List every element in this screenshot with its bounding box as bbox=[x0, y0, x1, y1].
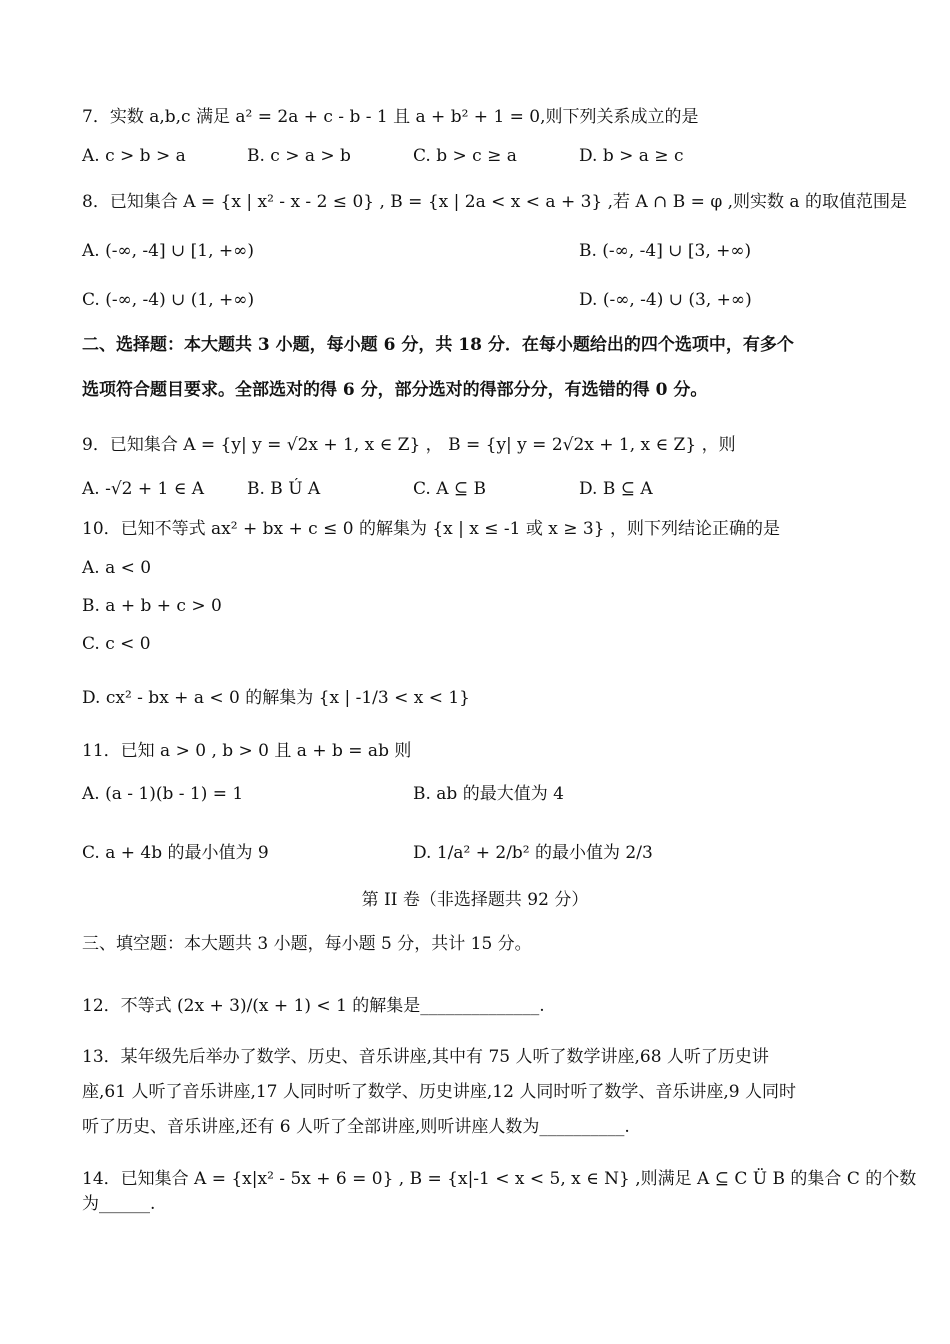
q9-stem: 9．已知集合 A = {y| y = √2x + 1, x ∈ Z} ， B = {y| y = 2√2x + 1, x ∈ Z} ，则 bbox=[82, 435, 736, 455]
q7-option-c: C. b > c ≥ a bbox=[413, 146, 517, 166]
q7-stem: 7．实数 a,b,c 满足 a² = 2a + c - b - 1 且 a + b² + 1 = 0,则下列关系成立的是 bbox=[82, 107, 699, 127]
q9-option-c: C. A ⊆ B bbox=[413, 479, 487, 499]
q8-stem: 8．已知集合 A = {x | x² - x - 2 ≤ 0} , B = {x | 2a < x < a + 3} ,若 A ∩ B = φ ,则实数 a 的取值范围是 bbox=[82, 192, 907, 212]
q11-option-a: A. (a - 1)(b - 1) = 1 bbox=[82, 784, 244, 804]
q9-option-b: B. B Ú A bbox=[247, 479, 321, 499]
q7-option-a: A. c > b > a bbox=[82, 146, 186, 166]
q9-option-d: D. B ⊆ A bbox=[579, 479, 653, 499]
q11-option-d: D. 1/a² + 2/b² 的最小值为 2/3 bbox=[413, 843, 653, 863]
q11-stem: 11．已知 a > 0 , b > 0 且 a + b = ab 则 bbox=[82, 741, 412, 761]
q13-line1: 13．某年级先后举办了数学、历史、音乐讲座,其中有 75 人听了数学讲座,68 人听了历史讲 bbox=[82, 1047, 769, 1067]
section3-instructions: 三、填空题：本大题共 3 小题，每小题 5 分，共计 15 分。 bbox=[82, 934, 532, 954]
volume-2-heading: 第 II 卷（非选择题共 92 分） bbox=[361, 890, 589, 910]
q7-option-d: D. b > a ≥ c bbox=[579, 146, 684, 166]
q13-line3: 听了历史、音乐讲座,还有 6 人听了全部讲座,则听讲座人数为__________. bbox=[82, 1117, 630, 1137]
q10-stem: 10．已知不等式 ax² + bx + c ≤ 0 的解集为 {x | x ≤ -1 或 x ≥ 3} ，则下列结论正确的是 bbox=[82, 519, 780, 539]
q8-option-a: A. (-∞, -4] ∪ [1, +∞) bbox=[82, 241, 254, 261]
q10-option-b: B. a + b + c > 0 bbox=[82, 596, 222, 616]
q14-line1: 14．已知集合 A = {x|x² - 5x + 6 = 0} , B = {x|-1 < x < 5, x ∈ N} ,则满足 A ⊆ C Ü B 的集合 C 的个数 bbox=[82, 1169, 917, 1189]
q13-line2: 座,61 人听了音乐讲座,17 人同时听了数学、历史讲座,12 人同时听了数学、音乐讲座,9 人同时 bbox=[82, 1082, 796, 1102]
section2-instructions-line2: 选项符合题目要求。全部选对的得 6 分，部分选对的得部分分，有选错的得 0 分。 bbox=[82, 380, 708, 400]
q11-option-c: C. a + 4b 的最小值为 9 bbox=[82, 843, 269, 863]
q8-option-b: B. (-∞, -4] ∪ [3, +∞) bbox=[579, 241, 752, 261]
q7-option-b: B. c > a > b bbox=[247, 146, 351, 166]
section2-instructions-line1: 二、选择题：本大题共 3 小题，每小题 6 分，共 18 分．在每小题给出的四个选项中，有多个 bbox=[82, 335, 794, 355]
q9-option-a: A. -√2 + 1 ∈ A bbox=[82, 479, 205, 499]
q8-option-c: C. (-∞, -4) ∪ (1, +∞) bbox=[82, 290, 255, 310]
q14-line2: 为______. bbox=[82, 1194, 156, 1214]
q10-option-a: A. a < 0 bbox=[82, 558, 152, 578]
q10-option-c: C. c < 0 bbox=[82, 634, 151, 654]
q10-option-d: D. cx² - bx + a < 0 的解集为 {x | -1/3 < x < 1} bbox=[82, 688, 471, 708]
q8-option-d: D. (-∞, -4) ∪ (3, +∞) bbox=[579, 290, 752, 310]
q12-stem: 12．不等式 (2x + 3)/(x + 1) < 1 的解集是______________. bbox=[82, 996, 545, 1016]
q11-option-b: B. ab 的最大值为 4 bbox=[413, 784, 564, 804]
